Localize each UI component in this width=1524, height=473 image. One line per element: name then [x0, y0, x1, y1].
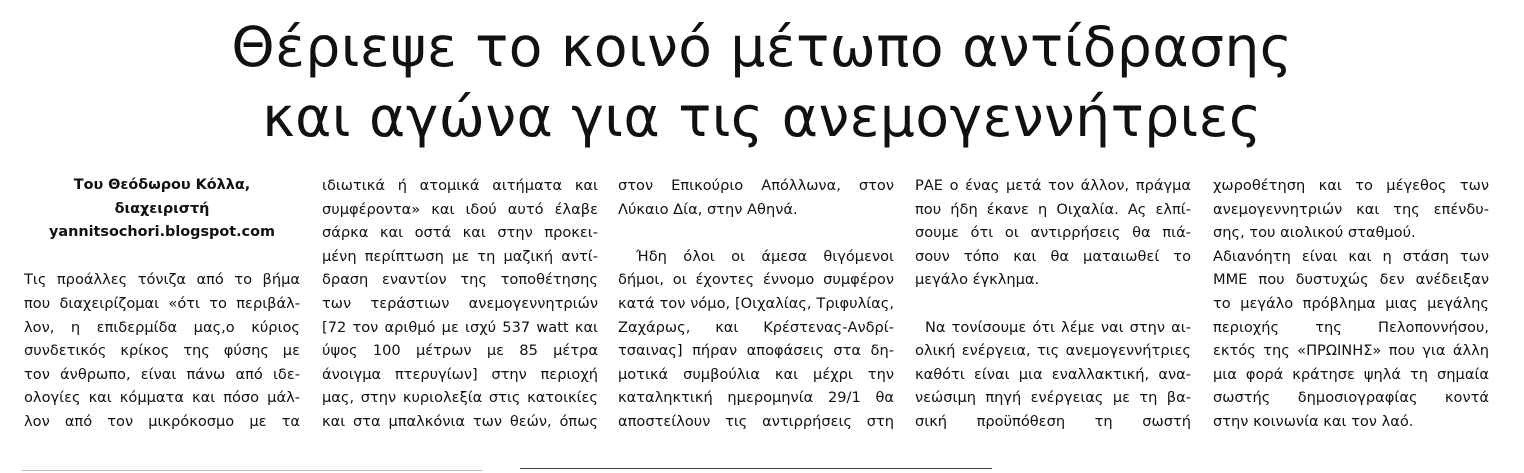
text-line: [72 τον αριθμό με ισχύ 537 watt και [322, 318, 598, 336]
paragraph-gap [24, 245, 300, 269]
article-column-3 [618, 174, 894, 434]
text-line: στον Επικούριο Απόλλωνα, στον [618, 177, 894, 194]
text-line: και στα μπαλκόνια των θεών, όπως [322, 412, 598, 430]
text-line: τσαινας] πήραν αποφάσεις στα δη- [618, 342, 894, 360]
text-line: μεγάλο έγκλημα. [915, 271, 1040, 289]
text-line: μένη περίπτωση με τη μαζική αντί- [322, 247, 598, 265]
text-line: που διαχειρίζομαι «ότι το περιβάλ- [24, 294, 300, 312]
text-line: χωροθέτηση και το μέγεθος των [1213, 177, 1489, 194]
text-line: στην κοινωνία και τον λαό. [1213, 412, 1414, 430]
text-line: ΡΑΕ ο ένας μετά τον άλλον, πράγμα [915, 177, 1191, 194]
byline-role: διαχειριστή [114, 200, 210, 217]
text-line: κατά τον νόμο, [Οιχαλίας, Τριφυλίας, [618, 294, 894, 312]
text-line: Αδιανόητη είναι και η στάση των [1213, 247, 1489, 265]
text-line: λον, η επιδερμίδα μας,ο κύριος [24, 318, 300, 336]
text-line: δήμοι, οι έχοντες έννομο συμφέρον [618, 271, 894, 289]
text-line: καθότι είναι μια εναλλακτική, ανα- [915, 365, 1191, 383]
text-line: συμφέροντα» και ιδού αυτό έλαβε [322, 200, 598, 218]
headline-line-1: Θέριεψε το κοινό μέτωπο αντίδρασης [231, 15, 1293, 79]
text-line: λον από τον μικρόκοσμο με τα [24, 412, 300, 430]
text-line: σάρκα και οστά και στην προκει- [322, 224, 598, 242]
article-column-2 [322, 174, 598, 434]
article-column-4 [915, 174, 1191, 434]
bottom-divider-middle [520, 468, 992, 469]
text-line: περιοχής της Πελοποννήσου, [1213, 318, 1489, 336]
text-line: άνοιγμα πτερυγίων] στην περιοχή [322, 365, 598, 383]
text-line: που ήδη έκανε η Οιχαλία. Ας ελπί- [915, 200, 1191, 218]
text-line: σουν τόπο και θα ματαιωθεί το [915, 247, 1191, 265]
text-line: σωστής δημοσιογραφίας κοντά [1213, 389, 1489, 407]
article-column-5 [1213, 174, 1489, 434]
text-line: Ζαχάρως, και Κρέστενας-Ανδρί- [618, 318, 894, 336]
text-line: μια φορά κράτησε ψηλά τη σημαία [1213, 365, 1489, 383]
text-line: ανεμογεννητριών και της επένδυ- [1213, 200, 1489, 218]
text-line: εκτός της «ΠΡΩΙΝΗΣ» που για άλλη [1213, 342, 1489, 360]
byline-author: Του Θεόδωρου Κόλλα, [73, 177, 251, 193]
text-line: νεώσιμη πηγή ενέργειας με τη βα- [915, 389, 1191, 407]
paragraph-gap [915, 292, 1191, 316]
headline-line-2: και αγώνα για τις ανεμογεννήτριες [262, 85, 1262, 149]
text-line: το μεγάλο πρόβλημα μιας μεγάλης [1213, 294, 1489, 312]
text-line: σουμε ότι οι αντιρρήσεις θα πιά- [915, 224, 1191, 242]
text-line: των τεράστιων ανεμογεννητριών [322, 294, 598, 312]
text-line: ιδιωτικά ή ατομικά αιτήματα και [322, 177, 598, 194]
bottom-divider-left [22, 470, 482, 471]
text-line: ολική ενέργεια, τις ανεμογεννήτριες [915, 342, 1191, 360]
byline [24, 174, 300, 245]
headline [0, 12, 1524, 152]
text-line: ΜΜΕ που δυστυχώς δεν ανέδειξαν [1213, 271, 1489, 289]
text-line: Ήδη όλοι οι άμεσα θιγόμενοι [636, 247, 894, 265]
text-line: τον άνθρωπο, είναι πάνω από ιδε- [24, 365, 300, 383]
text-line: ύψος 100 μέτρων με 85 μέτρα [322, 342, 598, 360]
text-line: καταληκτική ημερομηνία 29/1 θα [618, 389, 894, 407]
paragraph-gap [618, 221, 894, 245]
text-line: Λύκαιο Δία, στην Αθηνά. [618, 200, 798, 218]
text-line: αποστείλουν τις αντιρρήσεις στη [618, 412, 894, 430]
article-body [24, 174, 1500, 436]
text-line: Τις προάλλες τόνιζα από το βήμα [24, 271, 300, 289]
byline-blog: yannitsochori.blogspot.com [49, 224, 275, 241]
text-line: Να τονίσουμε ότι λέμε ναι στην αι- [925, 318, 1191, 336]
text-line: σική προϋπόθεση τη σωστή [915, 412, 1191, 430]
text-line: μοτικά συμβούλια και μέχρι την [618, 365, 894, 383]
text-line: δραση εναντίον της τοποθέτησης [322, 271, 598, 289]
article-column-1 [24, 174, 300, 434]
text-line: ολογίες και κόμματα και πόσο μάλ- [24, 389, 300, 407]
text-line: μας, στην κυριολεξία στις κατοικίες [322, 389, 598, 407]
text-line: συνδετικός κρίκος της φύσης με [24, 342, 300, 360]
text-line: σης, του αιολικού σταθμού. [1213, 224, 1416, 242]
